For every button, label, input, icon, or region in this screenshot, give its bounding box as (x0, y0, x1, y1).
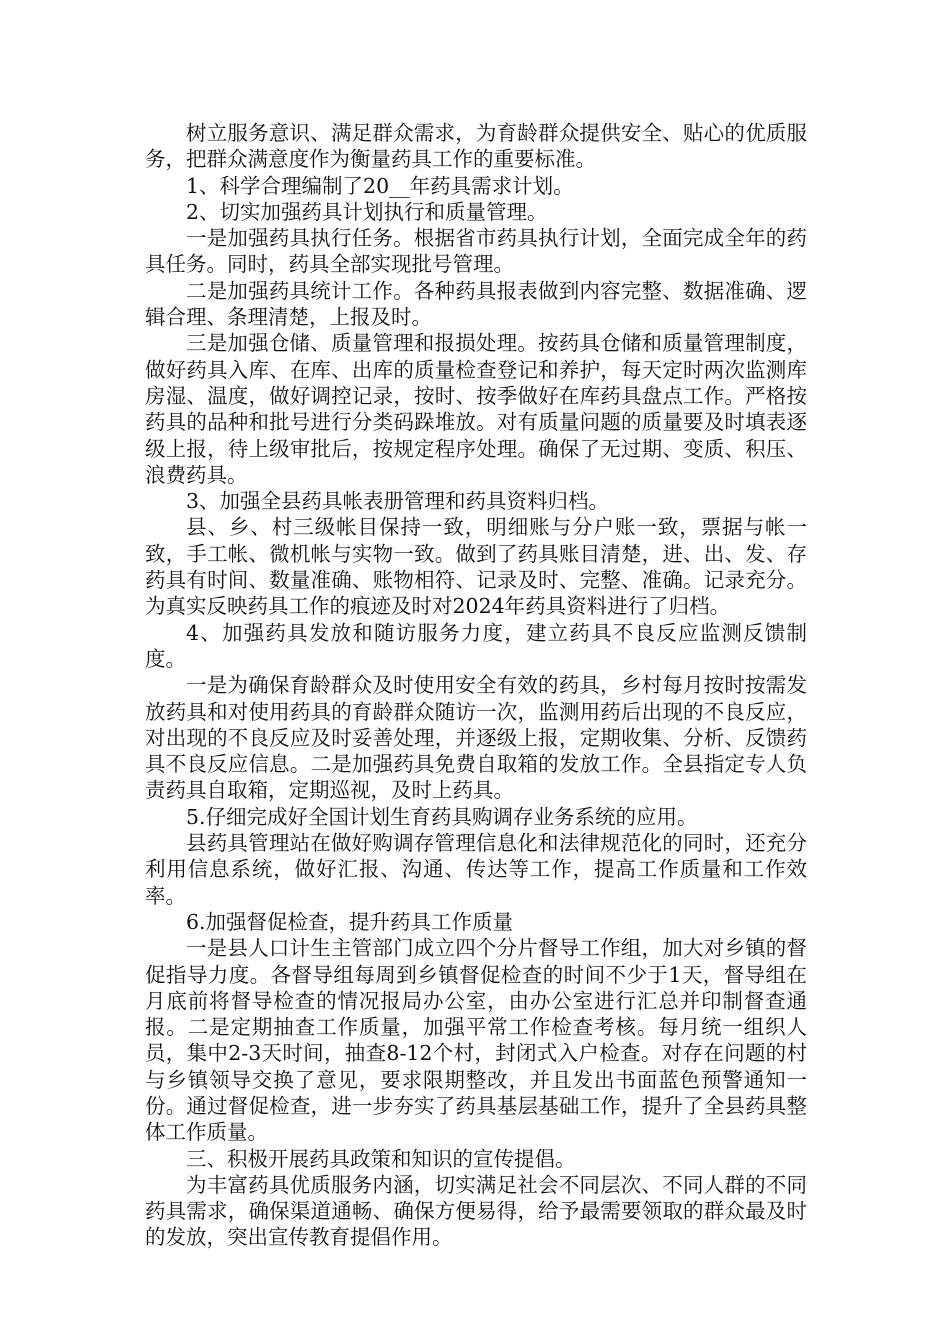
paragraph: 1、科学合理编制了20__年药具需求计划。 (186, 173, 574, 198)
paragraph: 2、切实加强药具计划执行和质量管理。 (186, 199, 548, 224)
paragraph: 县药具管理站在做好购调存管理信息化和法律规范化的同时，还充分利用信息系统，做好汇报、沟通、传达等工作，提高工作质量和工作效率。 (145, 831, 807, 908)
paragraph: 三是加强仓储、质量管理和报损处理。按药具仓储和质量管理制度，做好药具入库、在库、出库的质量检查登记和养护，每天定时两次监测库房湿、温度，做好调控记录，按时、按季做好在库药具盘点工作。严格按药具的品种和批号进行分类码跺堆放。对有质量问题的质量要及时填表逐级上报，待上级审批后，按规定程序处理。确保了无过期、变质、积压、浪费药具。 (145, 331, 807, 487)
paragraph: 县、乡、村三级帐目保持一致，明细账与分户账一致，票据与帐一致，手工帐、微机帐与实物一致。做到了药具账目清楚，进、出、发、存药具有时间、数量准确、账物相符、记录及时、完整、准确。记录充分。为真实反映药具工作的痕迹及时对2024年药具资料进行了归档。 (145, 515, 807, 619)
paragraph: 4、加强药具发放和随访服务力度，建立药具不良反应监测反馈制度。 (145, 620, 807, 671)
paragraph: 为丰富药具优质服务内涵，切实满足社会不同层次、不同人群的不同药具需求，确保渠道通畅、确保方便易得，给予最需要领取的群众最及时的发放，突出宣传教育提倡作用。 (145, 1172, 807, 1250)
paragraph: 一是县人口计生主管部门成立四个分片督导工作组，加大对乡镇的督促指导力度。各督导组每周到乡镇督促检查的时间不少于1天，督导组在月底前将督导检查的情况报局办公室，由办公室进行汇总并印制督查通报。二是定期抽查工作质量，加强平常工作检查考核。每月统一组织人员，集中2-3天时间，抽查8-12个村，封闭式入户检查。对存在问题的村与乡镇领导交换了意见，要求限期整改，并且发出书面蓝色预警通知一份。通过督促检查，进一步夯实了药具基层基础工作，提升了全县药具整体工作质量。 (145, 936, 807, 1145)
paragraph: 二是加强药具统计工作。各种药具报表做到内容完整、数据准确、逻辑合理、条理清楚，上报及时。 (145, 278, 807, 330)
paragraph: 5.仔细完成好全国计划生育药具购调存业务系统的应用。 (186, 804, 698, 829)
paragraph: 一是加强药具执行任务。根据省市药具执行计划，全面完成全年的药具任务。同时，药具全部实现批号管理。 (145, 226, 807, 277)
paragraph: 6.加强督促检查，提升药具工作质量 (186, 909, 514, 934)
paragraph: 3、加强全县药具帐表册管理和药具资料归档。 (186, 489, 610, 514)
document-body (145, 120, 807, 1251)
paragraph: 三、积极开展药具政策和知识的宣传提倡。 (186, 1146, 576, 1171)
paragraph: 树立服务意识、满足群众需求，为育龄群众提供安全、贴心的优质服务，把群众满意度作为衡量药具工作的重要标准。 (145, 121, 807, 172)
paragraph: 一是为确保育龄群众及时使用安全有效的药具，乡村每月按时按需发放药具和对使用药具的育龄群众随访一次，监测用药后出现的不良反应，对出现的不良反应及时妥善处理，并逐级上报，定期收集、分析、反馈药具不良反应信息。二是加强药具免费自取箱的发放工作。全县指定专人负责药具自取箱，定期巡视，及时上药具。 (145, 673, 807, 803)
